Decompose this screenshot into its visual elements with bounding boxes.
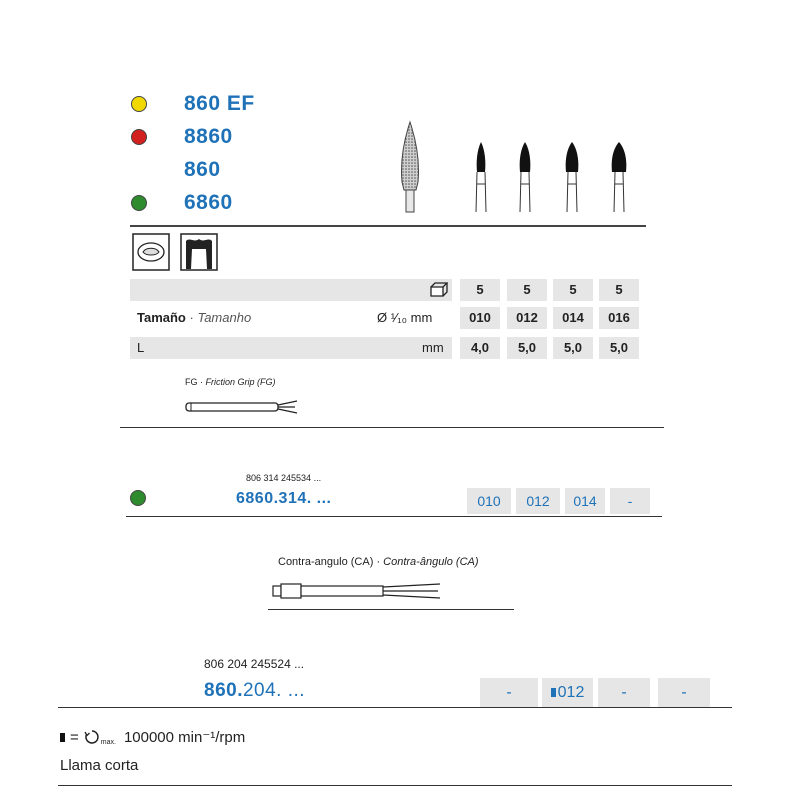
pack-value-4: 5 [599,279,639,301]
ca-size-010: - [480,678,538,708]
ca-order-code [204,680,305,702]
size-unit: Ø ¹⁄₁₀ mm [377,310,433,325]
fg-divider [120,427,664,428]
legend-max: max. [100,739,116,746]
size-value-4: 016 [599,307,639,329]
legend-equals: = [70,728,79,746]
fg-size-014: 014 [565,488,605,514]
length-row-bg [130,337,452,359]
ca-reference-number: 806 204 245524 ... [204,657,305,671]
bur-size-014-icon [561,140,583,215]
ca-size-012 [542,678,593,708]
bur-size-010-icon [470,140,492,215]
pack-value-3: 5 [553,279,593,301]
fg-label-main: FG [185,377,198,387]
rpm-limit-marker-icon [551,688,556,697]
ca-size-012-value: 012 [557,684,585,701]
product-code-8860: 8860 [184,125,233,148]
header-divider [130,225,646,227]
product-description: Llama corta [60,757,139,774]
ca-order-divider [58,707,732,708]
package-icon [428,281,448,299]
yellow-dot [131,96,147,112]
rotation-icon [84,729,100,745]
tooth-crown-icon [180,233,218,271]
length-value-1: 4,0 [460,337,500,359]
green-dot [131,195,147,211]
fg-size-012: 012 [516,488,560,514]
tooth-occlusal-icon [132,233,170,271]
length-value-2: 5,0 [507,337,547,359]
ca-size-014: - [598,678,650,708]
length-unit: mm [422,340,444,355]
fg-label [185,377,276,387]
ca-divider [268,609,514,610]
red-dot [131,129,147,145]
ca-label-main: Contra-angulo (CA) [278,556,374,568]
ca-order-code-main: 860. [204,680,243,701]
legend-marker-icon [60,733,65,742]
product-code-860ef: 860 EF [184,92,255,115]
size-label-alt: · Tamanho [189,310,252,325]
size-label: Tamaño [137,310,186,325]
product-code-860: 860 [184,158,221,181]
footer-divider [58,785,732,786]
fg-order-code: 6860.314. ... [236,490,332,507]
bur-size-012-icon [514,140,536,215]
bur-size-016-icon [607,140,631,215]
pack-row-bg [130,279,452,301]
size-value-3: 014 [553,307,593,329]
fg-label-alt: · Friction Grip (FG) [200,377,276,387]
pack-value-2: 5 [507,279,547,301]
bur-diamond-illustration [390,120,430,215]
length-label: L [137,340,145,355]
length-value-4: 5,0 [599,337,639,359]
ca-label-alt: · Contra-ângulo (CA) [376,556,479,568]
fg-size-016: - [610,488,650,514]
ca-label [278,556,479,568]
size-value-1: 010 [460,307,500,329]
size-row-label [137,307,251,329]
ca-size-016: - [658,678,710,708]
ca-shank-illustration [272,580,444,602]
fg-green-dot [130,490,146,506]
rpm-legend [60,728,245,746]
product-code-6860: 6860 [184,191,233,214]
fg-reference-number: 806 314 245534 ... [246,473,322,483]
fg-size-010: 010 [467,488,511,514]
size-value-2: 012 [507,307,547,329]
length-value-3: 5,0 [553,337,593,359]
pack-value-1: 5 [460,279,500,301]
ca-order-code-rest: 204. ... [242,680,306,701]
fg-order-divider [126,516,662,517]
legend-rpm-text: 100000 min⁻¹/rpm [123,729,246,746]
fg-shank-illustration [185,397,300,417]
